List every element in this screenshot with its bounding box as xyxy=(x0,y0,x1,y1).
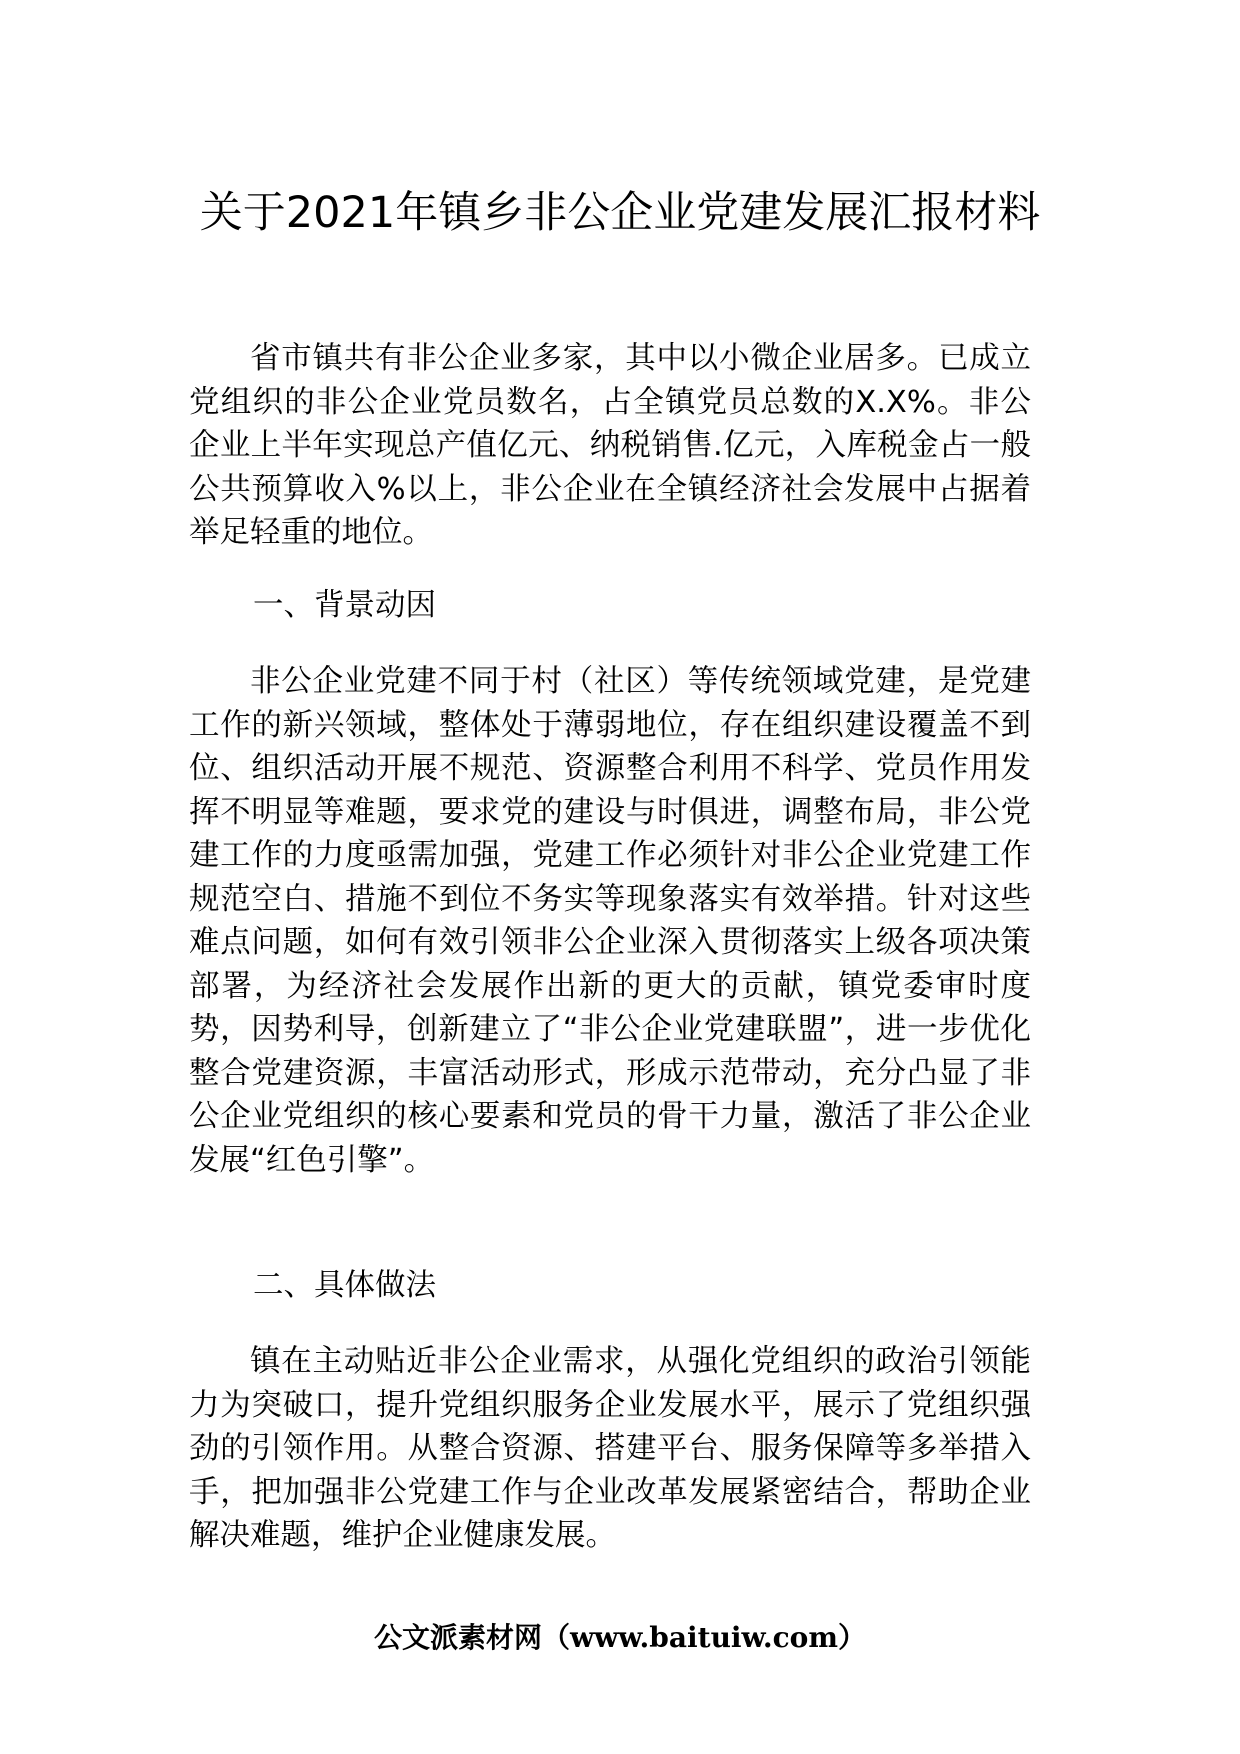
section-heading-practices: 二、具体做法 xyxy=(253,1268,436,1303)
footer-watermark: 公文派素材网（www.baituiw.com） xyxy=(374,1621,866,1654)
intro-paragraph: 省市镇共有非公企业多家，其中以小微企业居多。已成立党组织的非公企业党员数名，占全镇党员总数的X.X%。非公企业上半年实现总产值亿元、纳税销售.亿元，入库税金占一般公共预算收入%以上，非公企业在全镇经济社会发展中占据着举足轻重的地位。 xyxy=(189,341,1031,550)
section-body-practices: 镇在主动贴近非公企业需求，从强化党组织的政治引领能力为突破口，提升党组织服务企业发展水平，展示了党组织强劲的引领作用。从整合资源、搭建平台、服务保障等多举措入手，把加强非公党建工作与企业改革发展紧密结合，帮助企业解决难题，维护企业健康发展。 xyxy=(189,1344,1031,1553)
section-heading-background: 一、背景动因 xyxy=(253,588,436,623)
document-title: 关于2021年镇乡非公企业党建发展汇报材料 xyxy=(199,188,1041,238)
section-body-background: 非公企业党建不同于村（社区）等传统领域党建，是党建工作的新兴领域，整体处于薄弱地位，存在组织建设覆盖不到位、组织活动开展不规范、资源整合利用不科学、党员作用发挥不明显等难题，要求党的建设与时俱进，调整布局，非公党建工作的力度亟需加强，党建工作必须针对非公企业党建工作规范空白、措施不到位不务实等现象落实有效举措。针对这些难点问题，如何有效引领非公企业深入贯彻落实上级各项决策部署，为经济社会发展作出新的更大的贡献，镇党委审时度势，因势利导，创新建立了“非公企业党建联盟”，进一步优化整合党建资源，丰富活动形式，形成示范带动，充分凸显了非公企业党组织的核心要素和党员的骨干力量，激活了非公企业发展“红色引擎”。 xyxy=(189,664,1031,1178)
